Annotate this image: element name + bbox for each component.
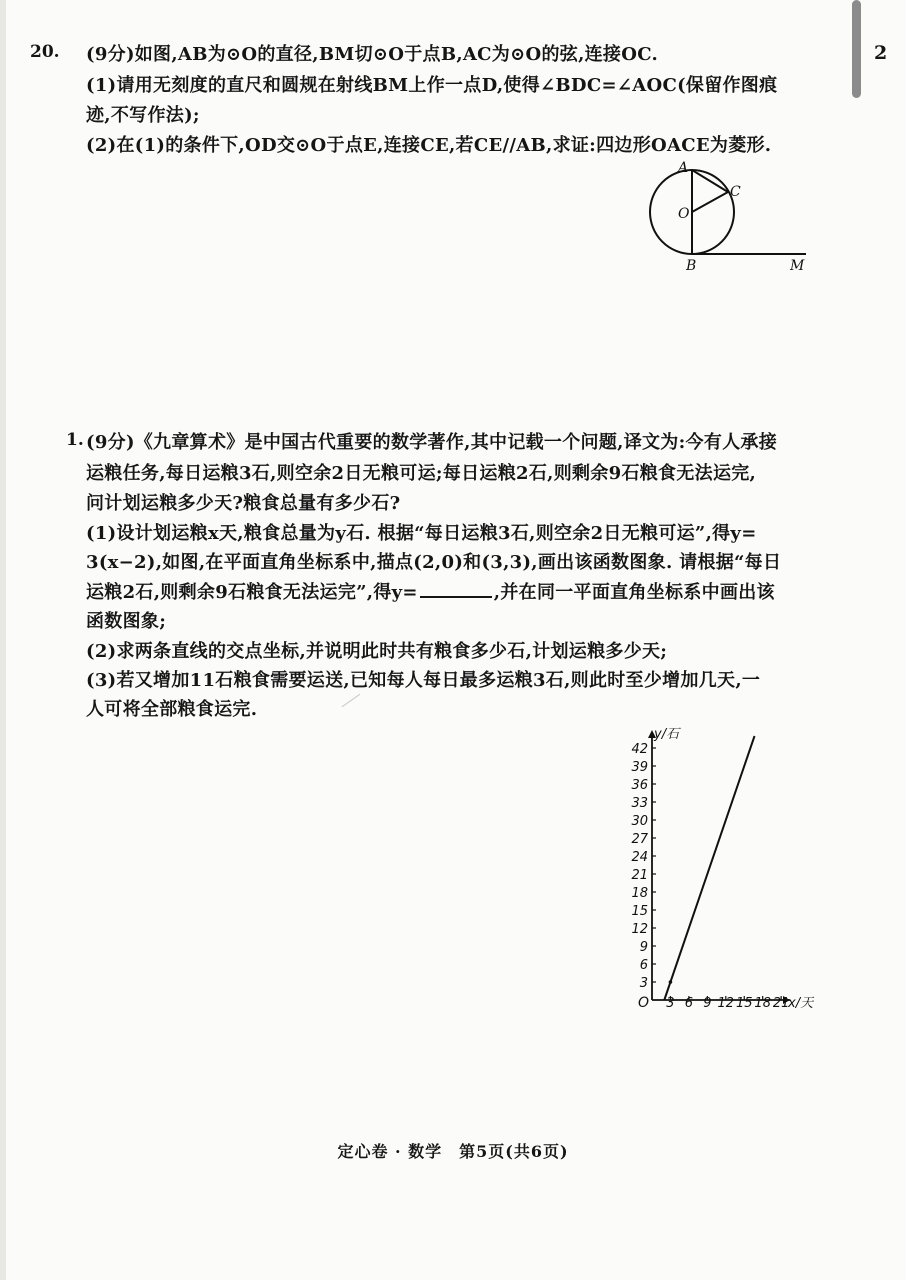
- question-20-number: 20.: [30, 42, 60, 62]
- y-tick-label: 3: [639, 976, 648, 991]
- circle-figure: [640, 156, 820, 278]
- cut-off-page-number: 2: [874, 42, 888, 64]
- y-tick-label: 42: [631, 742, 648, 757]
- scrollbar-thumb[interactable]: [852, 0, 861, 98]
- x-tick-label: 3: [666, 996, 675, 1011]
- y-tick-label: 15: [631, 904, 648, 919]
- x-tick-label: 6: [684, 996, 694, 1011]
- y-tick-label: 18: [631, 886, 648, 901]
- question-21-part1-line-4: 函数图象;: [86, 611, 167, 632]
- question-20-part1: (1)请用无刻度的直尺和圆规在射线BM上作一点D,使得∠BDC=∠AOC(保留作图痕: [86, 75, 778, 96]
- answer-suffix: ,并在同一平面直角坐标系中画出该: [493, 582, 775, 603]
- question-21-number: 1.: [66, 430, 84, 450]
- question-21-part1-line-1: (1)设计划运粮x天,粮食总量为y石. 根据“每日运粮3石,则空余2日无粮可运”,得y=: [86, 523, 757, 544]
- segment-oc: [692, 192, 728, 212]
- y-tick-label: 12: [631, 922, 648, 937]
- y-axis-label: y/石: [654, 727, 680, 742]
- question-21-line-1: (9分)《九章算术》是中国古代重要的数学著作,其中记载一个问题,译文为:今有人承接: [86, 432, 778, 453]
- label-c: C: [730, 184, 741, 200]
- origin-label: O: [638, 995, 650, 1011]
- answer-blank[interactable]: [420, 582, 492, 598]
- question-20-stem: (9分)如图,AB为⊙O的直径,BM切⊙O于点B,AC为⊙O的弦,连接OC.: [86, 44, 659, 65]
- y-tick-label: 6: [639, 958, 648, 973]
- x-tick-label: 21: [772, 996, 790, 1011]
- label-m: M: [790, 258, 805, 274]
- question-21-part3-line-2: 人可将全部粮食运完.: [86, 699, 258, 720]
- coordinate-chart: [600, 718, 816, 1018]
- x-axis-label: x/天: [788, 996, 814, 1011]
- question-21-part3-line-1: (3)若又增加11石粮食需要运送,已知每人每日最多运粮3石,则此时至少增加几天,一: [86, 670, 761, 691]
- y-tick-label: 30: [631, 814, 648, 829]
- label-b: B: [686, 258, 697, 274]
- question-21-line-3: 问计划运粮多少天?粮食总量有多少石?: [86, 493, 401, 514]
- x-tick-label: 9: [703, 996, 712, 1011]
- question-21-part1-line-2: 3(x−2),如图,在平面直角坐标系中,描点(2,0)和(3,3),画出该函数图象. 请根据“每日: [86, 552, 782, 573]
- page-edge: [0, 0, 6, 1280]
- y-tick-label: 39: [631, 760, 648, 775]
- y-tick-label: 27: [631, 832, 648, 847]
- y-tick-label: 21: [631, 868, 648, 883]
- x-tick-label: 18: [754, 996, 771, 1011]
- x-tick-label: 12: [717, 996, 735, 1011]
- question-20-part1-cont: 迹,不写作法);: [86, 105, 200, 126]
- question-21-line-2: 运粮任务,每日运粮3石,则空余2日无粮可运;每日运粮2石,则剩余9石粮食无法运完,: [86, 463, 757, 484]
- y-tick-label: 33: [631, 796, 648, 811]
- page-footer: 定心卷 · 数学 第5页(共6页): [337, 1142, 569, 1161]
- y-tick-label: 9: [639, 940, 648, 955]
- series-point: [669, 980, 673, 984]
- x-tick-label: 15: [735, 996, 753, 1011]
- y-tick-label: 36: [631, 778, 648, 793]
- y-tick-label: 24: [631, 850, 648, 865]
- question-20-part2: (2)在(1)的条件下,OD交⊙O于点E,连接CE,若CE//AB,求证:四边形OACE为菱形.: [86, 135, 772, 156]
- question-21-part2: (2)求两条直线的交点坐标,并说明此时共有粮食多少石,计划运粮多少天;: [86, 641, 668, 662]
- answer-prefix: 运粮2石,则剩余9石粮食无法运完”,得y=: [86, 582, 418, 603]
- question-21-part1-line-3: [86, 578, 822, 604]
- series-line: [664, 736, 754, 1000]
- label-a: A: [678, 160, 689, 176]
- label-o: O: [678, 206, 690, 222]
